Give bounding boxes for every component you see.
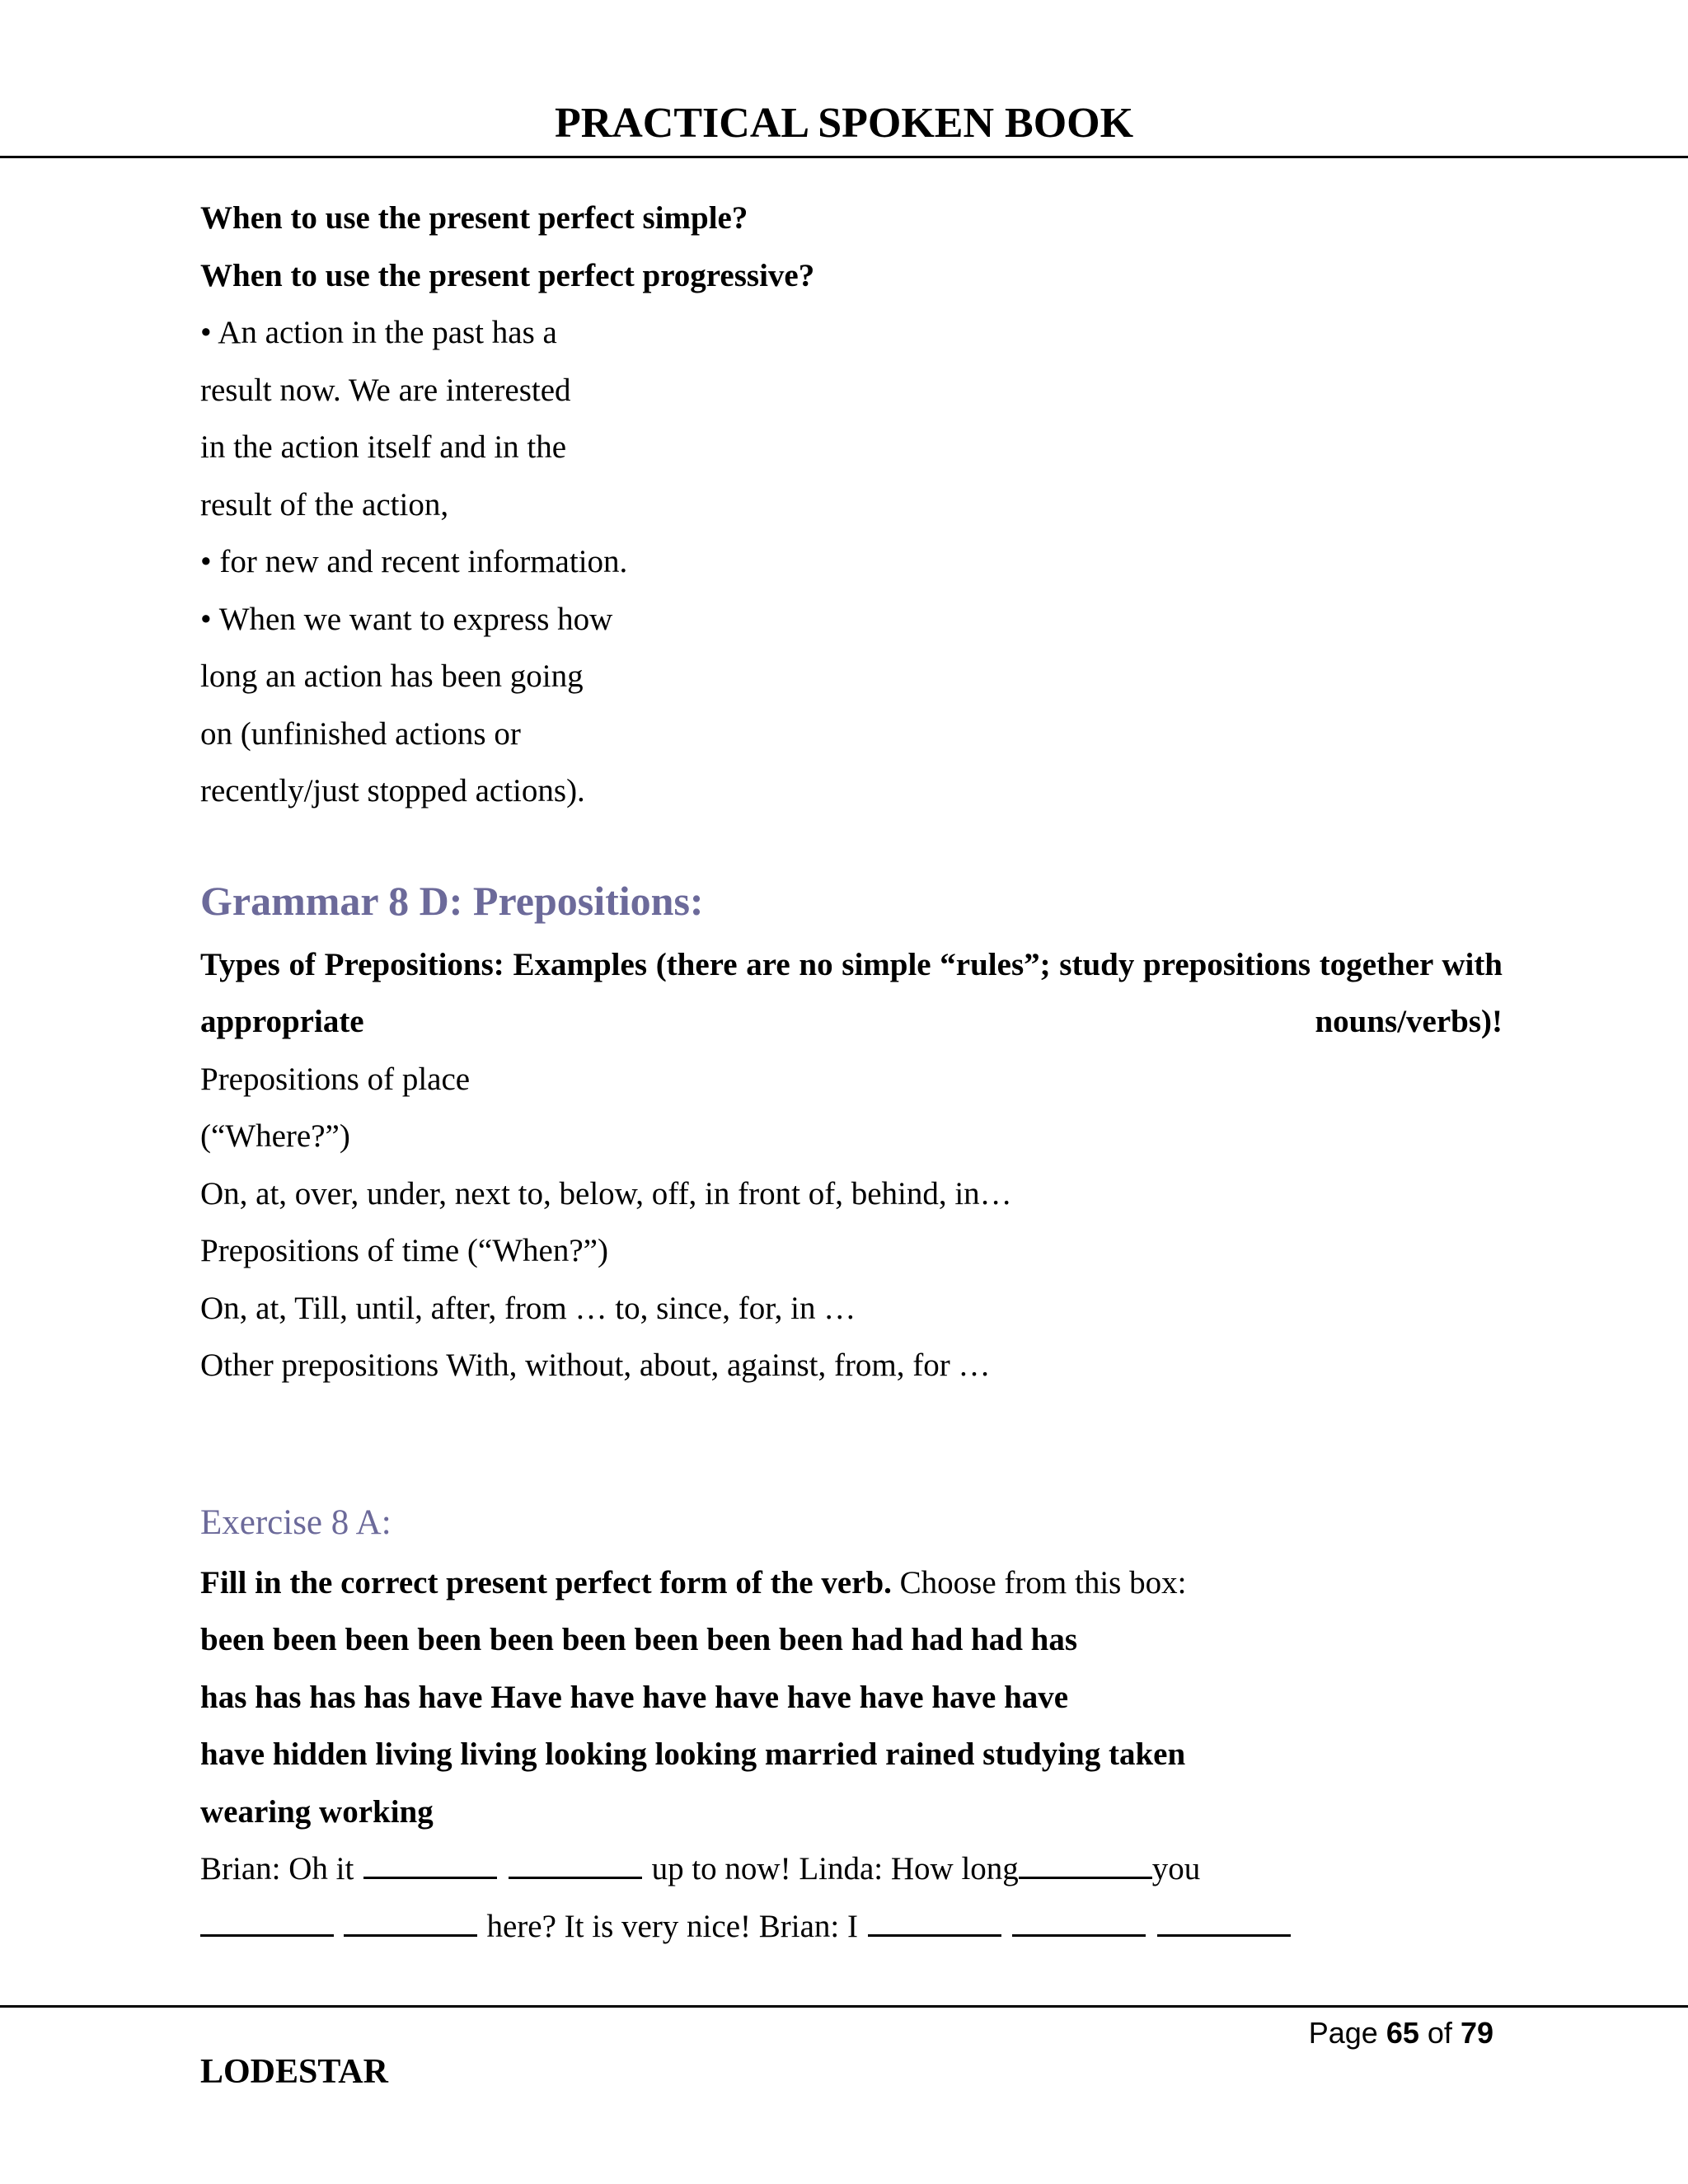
word-box-line: has has has has have Have have have have have have have have xyxy=(200,1679,1069,1715)
page-number xyxy=(1309,2008,1493,2058)
fill-blank[interactable] xyxy=(1157,1934,1291,1937)
fill-blank[interactable] xyxy=(1019,1877,1152,1879)
text-line: • An action in the past has a xyxy=(200,315,557,350)
header-rule xyxy=(0,156,1688,158)
page-num: 65 xyxy=(1386,2016,1419,2050)
grammar-heading: Grammar 8 D: Prepositions: xyxy=(200,877,704,924)
page-total: 79 xyxy=(1460,2016,1493,2050)
page-content xyxy=(200,190,1503,1955)
fill-blank[interactable] xyxy=(200,1934,334,1937)
spacer xyxy=(200,1394,1503,1492)
text-line: On, at, over, under, next to, below, off, in front of, behind, in… xyxy=(200,1175,1012,1212)
grammar-intro: Types of Prepositions: Examples (there are no simple “rules”; study prepositions together with appropriate nouns/verbs)! xyxy=(200,946,1503,1039)
text-line: • for new and recent information. xyxy=(200,544,628,579)
text-line: (“Where?”) xyxy=(200,1118,350,1154)
fill-blank[interactable] xyxy=(363,1877,497,1879)
dialog-line-1 xyxy=(200,1840,1503,1898)
instruction-bold: Fill in the correct present perfect form of the verb. xyxy=(200,1564,892,1601)
dialog-text: up to now! Linda: How long xyxy=(651,1851,1019,1886)
spacer xyxy=(200,820,1503,865)
text-line: Other prepositions With, without, about, against, from, for … xyxy=(200,1347,991,1383)
fill-blank[interactable] xyxy=(509,1877,642,1879)
page-header-title: PRACTICAL SPOKEN BOOK xyxy=(554,100,1134,147)
word-box-line: have hidden living living looking looking married rained studying taken xyxy=(200,1736,1186,1772)
text-line: On, at, Till, until, after, from … to, since, for, in … xyxy=(200,1290,856,1326)
dialog-line-2 xyxy=(200,1898,1503,1956)
word-box-line: been been been been been been been been been had had had has xyxy=(200,1622,1078,1657)
fill-blank[interactable] xyxy=(1012,1934,1146,1937)
text-line: on (unfinished actions or xyxy=(200,715,521,752)
text-line: long an action has been going xyxy=(200,658,584,694)
instruction-plain: Choose from this box: xyxy=(891,1564,1187,1601)
text-line: • When we want to express how xyxy=(200,601,613,637)
of-label: of xyxy=(1427,2016,1452,2050)
dialog-text: Brian: Oh it xyxy=(200,1851,354,1886)
word-box-line: wearing working xyxy=(200,1793,434,1830)
question-progressive: When to use the present perfect progressive? xyxy=(200,257,815,293)
text-line: Prepositions of time (“When?”) xyxy=(200,1233,608,1268)
dialog-text: here? It is very nice! Brian: I xyxy=(486,1908,858,1944)
footer-rule xyxy=(0,2005,1688,2008)
text-line: in the action itself and in the xyxy=(200,429,567,465)
text-line: Prepositions of place xyxy=(200,1061,471,1097)
fill-blank[interactable] xyxy=(344,1934,477,1937)
exercise-instruction xyxy=(200,1554,1503,1612)
text-line: result now. We are interested xyxy=(200,372,571,408)
question-simple: When to use the present perfect simple? xyxy=(200,200,748,236)
exercise-heading: Exercise 8 A: xyxy=(200,1502,392,1542)
fill-blank[interactable] xyxy=(868,1934,1001,1937)
dialog-text: you xyxy=(1151,1851,1201,1886)
text-line: recently/just stopped actions). xyxy=(200,773,585,808)
text-line: result of the action, xyxy=(200,486,449,523)
page-label: Page xyxy=(1308,2016,1378,2050)
footer-brand: LODESTAR xyxy=(200,2053,388,2091)
